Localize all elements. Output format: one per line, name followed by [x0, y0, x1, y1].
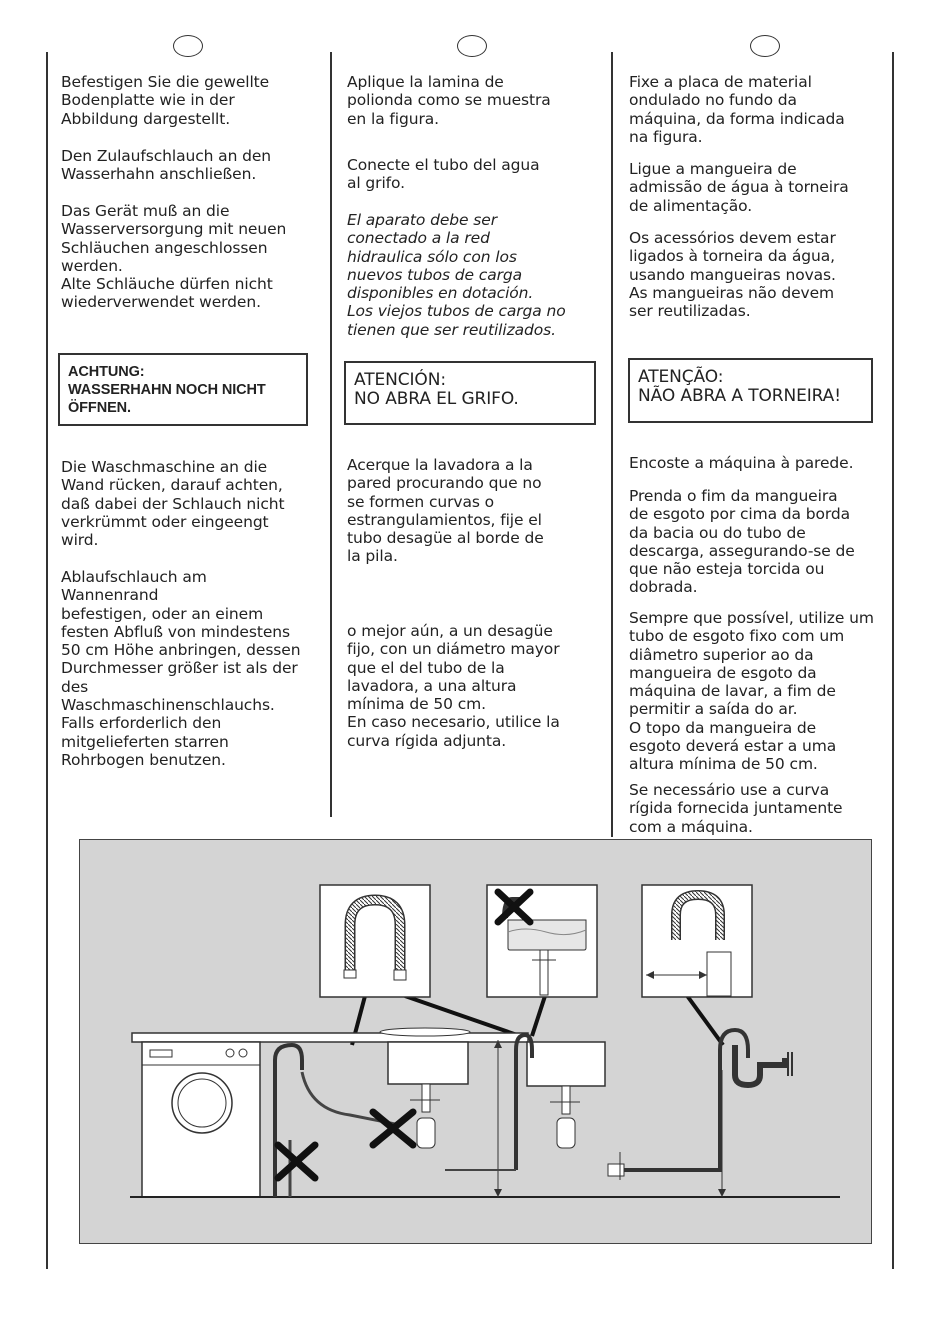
detail-panel-drain-pipe — [642, 885, 752, 997]
paragraph-es-4: Acerque la lavadora a la pared procurando que no se formen curvas o estrangulamientos, fije el tubo desagüe al borde de la pila. — [347, 456, 544, 566]
warning-box-de: ACHTUNG: WASSERHAHN NOCH NICHT ÖFFNEN. — [58, 353, 308, 426]
paragraph-de-5: Ablaufschlauch am Wannenrand befestigen, oder an einem festen Abfluß von mindestens 50 cm Höhe anbringen, dessen Durchmesser größer ist als der des Waschmaschinenschlauchs. Falls erforderlich den mitgelieferten starren Rohrbogen benutzen. — [61, 568, 301, 769]
paragraph-pt-4: Encoste a máquina à parede. — [629, 454, 854, 472]
sink-icon — [527, 1042, 605, 1148]
detail-panel-sink — [487, 885, 597, 997]
warning-box-pt: ATENÇÃO: NÃO ABRA A TORNEIRA! — [628, 358, 873, 423]
installation-illustration — [79, 839, 872, 1244]
paragraph-de-1: Befestigen Sie die gewellte Bodenplatte wie in der Abbildung dargestellt. — [61, 73, 270, 128]
illustration-drawing — [80, 840, 873, 1245]
language-marker-es — [457, 35, 487, 57]
drain-pipe-icon — [608, 1030, 792, 1180]
washing-machine-icon — [142, 1042, 260, 1197]
left-margin-rule — [46, 52, 48, 1269]
language-marker-pt — [750, 35, 780, 57]
column-divider-1 — [330, 52, 332, 817]
paragraph-de-4: Die Waschmaschine an die Wand rücken, darauf achten, daß dabei der Schlauch nicht verkrümmt oder eingeengt wird. — [61, 458, 285, 550]
paragraph-es-1: Aplique la lamina de polionda como se muestra en la figura. — [347, 73, 551, 128]
paragraph-de-3: Das Gerät muß an die Wasserversorgung mit neuen Schläuchen angeschlossen werden. Alte Schläuche dürfen nicht wiederverwendet werden. — [61, 202, 287, 312]
language-marker-de — [173, 35, 203, 57]
paragraph-es-5: o mejor aún, a un desagüe fijo, con un diámetro mayor que el del tubo de la lavadora, a una altura mínima de 50 cm. En caso necesario, utilice la curva rígida adjunta. — [347, 622, 560, 750]
paragraph-pt-3: Os acessórios devem estar ligados à torneira da água, usando mangueiras novas. As mangueiras não devem ser reutilizadas. — [629, 229, 836, 321]
paragraph-pt-7: Se necessário use a curva rígida fornecida juntamente com a máquina. — [629, 781, 843, 836]
cross-mark-icon — [278, 1112, 413, 1178]
paragraph-pt-6: Sempre que possível, utilize um tubo de esgoto fixo com um diâmetro superior ao da mangueira de esgoto da máquina de lavar, a fim de permitir a saída do ar. O topo da mangueira de esgoto deverá estar a uma altura mínima de 50 cm. — [629, 609, 874, 774]
paragraph-es-3: El aparato debe ser conectado a la red hidraulica sólo con los nuevos tubos de carga disponibles en dotación. Los viejos tubos de carga no tienen que ser reutilizados. — [347, 211, 566, 339]
paragraph-pt-2: Ligue a mangueira de admissão de água à torneira de alimentação. — [629, 160, 849, 215]
paragraph-de-2: Den Zulaufschlauch an den Wasserhahn anschließen. — [61, 147, 272, 184]
warning-box-es: ATENCIÓN: NO ABRA EL GRIFO. — [344, 361, 596, 425]
detail-panel-hose-curve — [320, 885, 430, 997]
paragraph-es-2: Conecte el tubo del agua al grifo. — [347, 156, 540, 193]
paragraph-pt-1: Fixe a placa de material ondulado no fundo da máquina, da forma indicada na figura. — [629, 73, 845, 146]
paragraph-pt-5: Prenda o fim da mangueira de esgoto por cima da borda da bacia ou do tubo de descarga, assegurando-se de que não esteja torcida ou dobrada. — [629, 487, 855, 597]
countertop — [132, 1033, 528, 1042]
